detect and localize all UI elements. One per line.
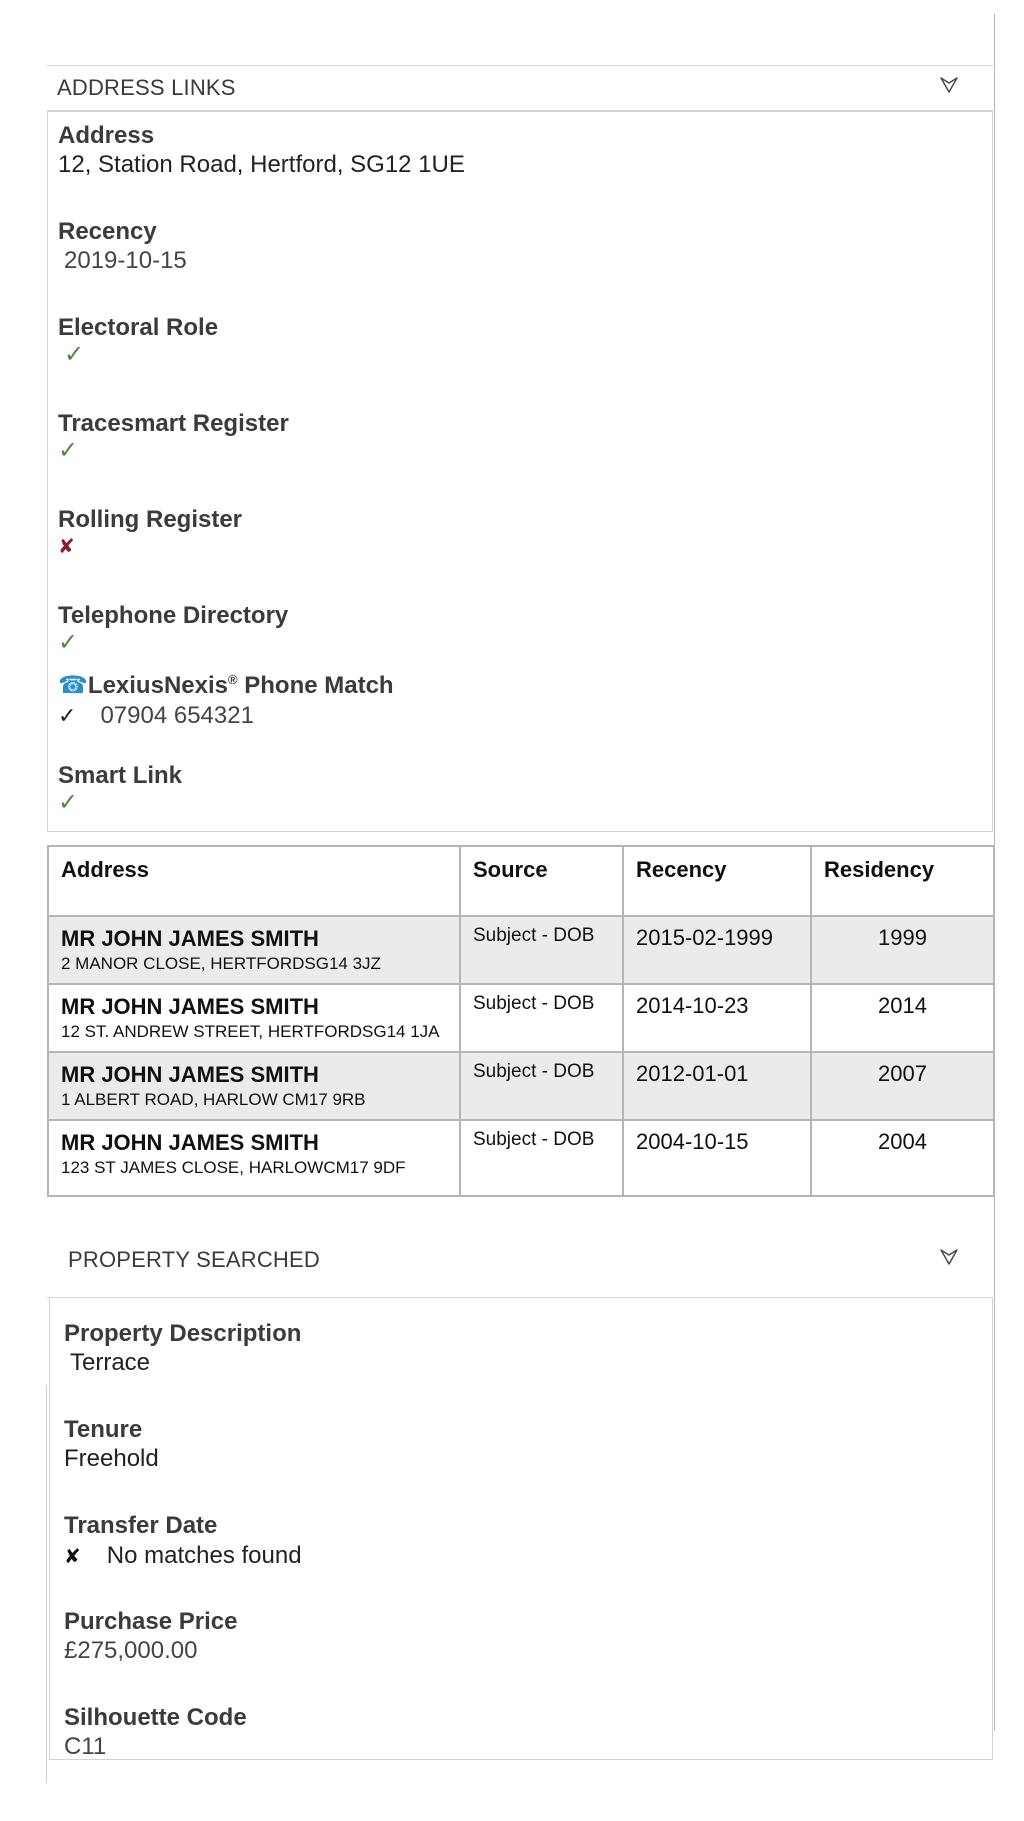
property-description-label: Property Description xyxy=(64,1320,302,1347)
address-links-title: ADDRESS LINKS xyxy=(57,75,236,100)
purchase-price-value: £275,000.00 xyxy=(64,1637,198,1664)
row-name: MR JOHN JAMES SMITH xyxy=(61,1062,319,1087)
row-address: 123 ST JAMES CLOSE, HARLOWCM17 9DF xyxy=(61,1158,406,1177)
row-residency: 1999 xyxy=(811,916,994,984)
phone-icon: ☎ xyxy=(58,672,88,699)
column-header-address: Address xyxy=(48,846,460,916)
purchase-price-field xyxy=(64,1608,237,1666)
row-address-cell xyxy=(48,984,460,1052)
cross-icon: ✘ xyxy=(58,536,75,558)
row-recency: 2004-10-15 xyxy=(623,1120,811,1196)
chevron-down-icon[interactable] xyxy=(939,1247,959,1273)
property-searched-title: PROPERTY SEARCHED xyxy=(68,1246,320,1272)
recency-label: Recency xyxy=(58,218,157,245)
address-links-table xyxy=(47,845,995,1197)
rolling-register-label: Rolling Register xyxy=(58,506,243,533)
table-row[interactable] xyxy=(48,984,994,1052)
purchase-price-label: Purchase Price xyxy=(64,1608,238,1635)
silhouette-code-value: C11 xyxy=(64,1733,107,1760)
check-icon: ✓ xyxy=(58,703,77,728)
silhouette-code-label: Silhouette Code xyxy=(64,1704,247,1731)
tracesmart-field xyxy=(58,410,289,464)
frame-border-left xyxy=(46,1385,47,1783)
phone-match-field xyxy=(58,666,394,732)
row-residency: 2007 xyxy=(811,1052,994,1120)
address-links-panel xyxy=(47,111,993,832)
rolling-register-field xyxy=(58,506,242,560)
telephone-directory-field xyxy=(58,602,288,656)
table-row[interactable] xyxy=(48,1120,994,1196)
column-header-source: Source xyxy=(460,846,623,916)
phone-match-value: 07904 654321 xyxy=(100,702,254,729)
recency-field xyxy=(58,218,187,276)
check-icon: ✓ xyxy=(58,629,79,656)
phone-match-brand: LexiusNexis xyxy=(87,672,228,699)
table-row[interactable] xyxy=(48,1052,994,1120)
row-residency: 2004 xyxy=(811,1120,994,1196)
address-links-header[interactable] xyxy=(47,65,993,111)
phone-match-label: Phone Match xyxy=(237,672,394,699)
tenure-field xyxy=(64,1416,159,1474)
row-address-cell xyxy=(48,1120,460,1196)
smart-link-label: Smart Link xyxy=(58,762,183,789)
column-header-recency: Recency xyxy=(623,846,811,916)
row-name: MR JOHN JAMES SMITH xyxy=(61,994,319,1019)
property-searched-header[interactable] xyxy=(47,1222,993,1298)
row-address-cell xyxy=(48,1052,460,1120)
row-recency: 2015-02-1999 xyxy=(623,916,811,984)
silhouette-code-field xyxy=(64,1704,247,1762)
row-source: Subject - DOB xyxy=(460,984,623,1052)
telephone-directory-label: Telephone Directory xyxy=(58,602,289,629)
row-name: MR JOHN JAMES SMITH xyxy=(61,1130,319,1155)
address-field xyxy=(58,122,465,180)
column-header-residency: Residency xyxy=(811,846,994,916)
registered-mark: ® xyxy=(227,672,238,687)
row-recency: 2014-10-23 xyxy=(623,984,811,1052)
property-description-value: Terrace xyxy=(70,1349,151,1376)
property-description-field xyxy=(64,1320,301,1378)
smart-link-field xyxy=(58,762,182,816)
recency-value: 2019-10-15 xyxy=(64,247,187,274)
row-source: Subject - DOB xyxy=(460,1052,623,1120)
tenure-label: Tenure xyxy=(64,1416,143,1443)
row-recency: 2012-01-01 xyxy=(623,1052,811,1120)
row-address-cell xyxy=(48,916,460,984)
cross-icon: ✘ xyxy=(64,1545,81,1568)
phone-match-label-row xyxy=(58,666,394,700)
row-source: Subject - DOB xyxy=(460,916,623,984)
tenure-value: Freehold xyxy=(64,1445,159,1472)
property-searched-panel xyxy=(49,1298,993,1760)
row-address: 12 ST. ANDREW STREET, HERTFORDSG14 1JA xyxy=(61,1022,440,1041)
table-row[interactable] xyxy=(48,916,994,984)
address-label: Address xyxy=(58,122,155,149)
check-icon: ✓ xyxy=(58,437,79,464)
electoral-role-field xyxy=(58,314,218,368)
row-residency: 2014 xyxy=(811,984,994,1052)
transfer-date-result xyxy=(64,1540,302,1572)
transfer-date-field xyxy=(64,1512,302,1572)
row-address: 2 MANOR CLOSE, HERTFORDSG14 3JZ xyxy=(61,954,381,973)
transfer-date-label: Transfer Date xyxy=(64,1512,218,1539)
check-icon: ✓ xyxy=(64,341,85,368)
row-address: 1 ALBERT ROAD, HARLOW CM17 9RB xyxy=(61,1090,366,1109)
phone-match-result xyxy=(58,700,394,732)
chevron-down-icon[interactable] xyxy=(939,75,959,101)
check-icon: ✓ xyxy=(58,789,79,816)
address-value: 12, Station Road, Hertford, SG12 1UE xyxy=(58,151,465,178)
row-source: Subject - DOB xyxy=(460,1120,623,1196)
transfer-date-value: No matches found xyxy=(106,1542,302,1569)
tracesmart-label: Tracesmart Register xyxy=(58,410,289,437)
electoral-role-label: Electoral Role xyxy=(58,314,219,341)
table-header-row xyxy=(48,846,994,916)
row-name: MR JOHN JAMES SMITH xyxy=(61,926,319,951)
